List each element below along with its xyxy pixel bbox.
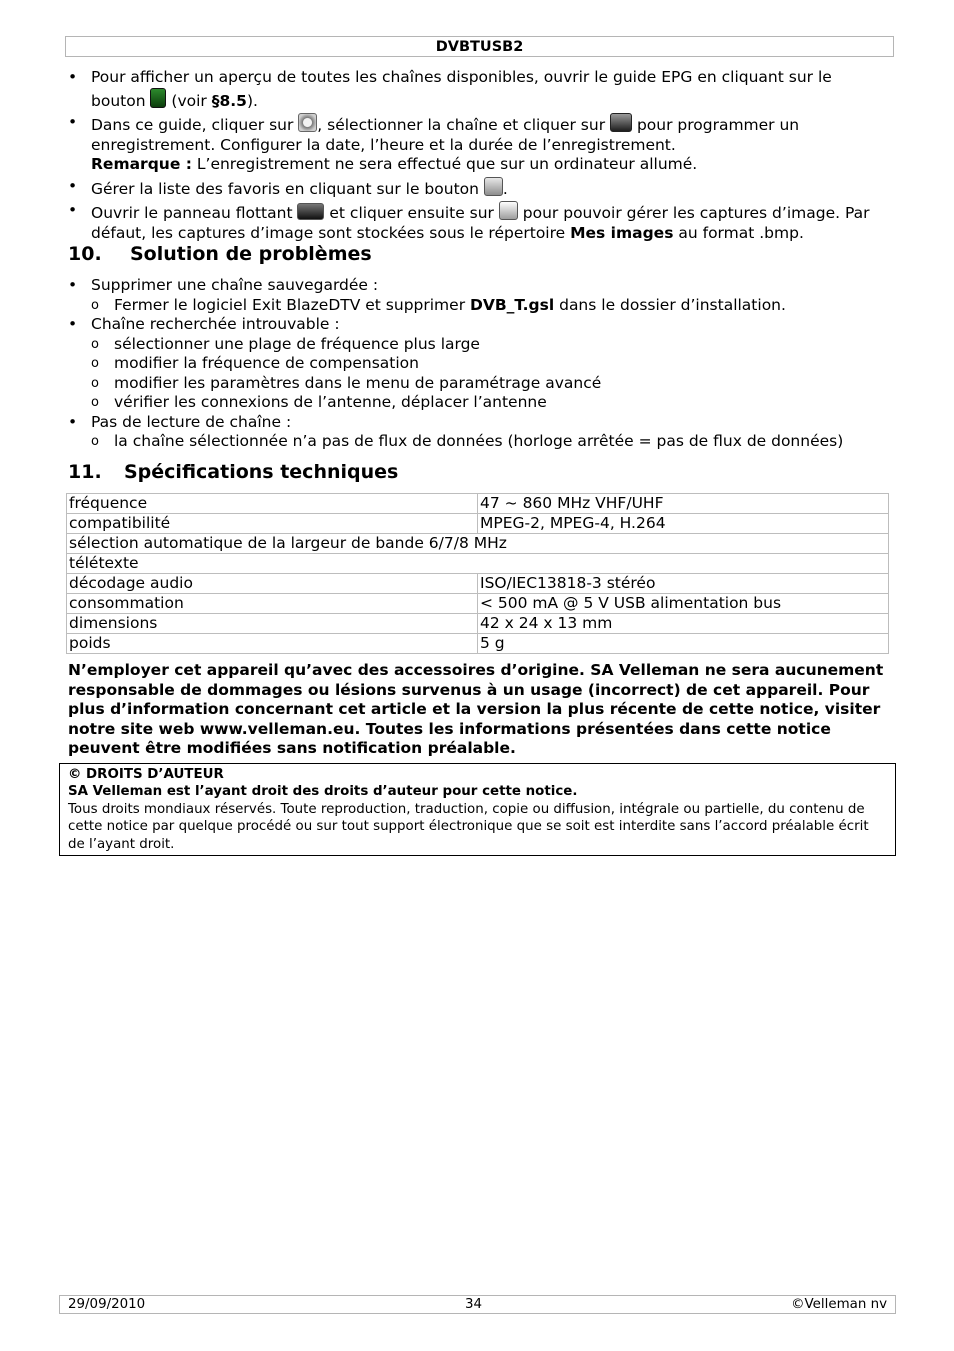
section-title: Solution de problèmes [130, 243, 372, 265]
intro-bullets [68, 68, 890, 243]
table-row [67, 574, 889, 594]
page-number: 34 [465, 1297, 483, 1312]
spec-label: décodage audio [67, 574, 478, 594]
list-item: • Gérer la liste des favoris en cliquant sur le bouton . [68, 176, 508, 198]
table-row [67, 554, 889, 574]
spec-value: 47 ~ 860 MHz VHF/UHF [478, 494, 889, 514]
sub-bullet: o [91, 297, 99, 313]
spec-value: MPEG-2, MPEG-4, H.264 [478, 514, 889, 534]
sub-list-item: o modifier les paramètres dans le menu de paramétrage avancé [91, 373, 602, 392]
sub-bullet: o [91, 375, 99, 391]
spec-full-row: télétexte [67, 554, 889, 574]
section-title: Spécifications techniques [124, 461, 399, 483]
bullet: • [68, 176, 78, 195]
floating-panel-icon [297, 203, 324, 220]
remark-label: Remarque : [91, 155, 192, 173]
document-footer [59, 1295, 896, 1314]
sub-bullet: o [91, 336, 99, 352]
table-row [67, 594, 889, 614]
spec-label: consommation [67, 594, 478, 614]
spec-value: < 500 mA @ 5 V USB alimentation bus [478, 594, 889, 614]
clock-icon [298, 113, 317, 132]
camera-icon [499, 201, 518, 220]
spec-value: ISO/IEC13818-3 stéréo [478, 574, 889, 594]
sub-bullet: o [91, 434, 99, 449]
legal-notice: N’employer cet appareil qu’avec des accessoires d’origine. SA Velleman ne sera aucunement responsable de dommages ou lésions survenus à un usage (incorrect) de cet appareil. Pour plus d’information concernant cet article et la version la plus récente de cette notice, visiter notre site web www.velleman.eu. Toutes les informations présentées dans cette notice peuvent être modifiées sans notification préalable. [68, 661, 884, 758]
sub-list-item: o vérifier les connexions de l’antenne, déplacer l’antenne [91, 393, 547, 411]
list-item: • Pour afficher un aperçu de toutes les chaînes disponibles, ouvrir le guide EPG en cliquant sur le bouton (voir §8.5). [68, 68, 832, 110]
sub-list-item: o la chaîne sélectionnée n’a pas de flux de données (horloge arrêtée = pas de flux de données) [91, 432, 844, 450]
section-number: 10. [68, 243, 102, 265]
list-item: • Ouvrir le panneau flottant et cliquer ensuite sur pour pouvoir gérer les captures d’image. Par défaut, les captures d’image sont stockées sous le répertoire Mes images au format .bmp. [68, 201, 870, 242]
table-row [67, 534, 889, 554]
sub-list-item: o Fermer le logiciel Exit BlazeDTV et supprimer DVB_T.gsl dans le dossier d’installation. [91, 295, 786, 314]
spec-label: fréquence [67, 494, 478, 514]
copyright-box [59, 763, 896, 856]
sub-list-item: o sélectionner une plage de fréquence plus large [91, 334, 480, 353]
sub-bullet: o [91, 395, 99, 410]
list-item: • Pas de lecture de chaîne : o la chaîne sélectionnée n’a pas de flux de données (horloge arrêtée = pas de flux de données) [68, 413, 890, 452]
record-icon [610, 113, 632, 132]
copyright-owner: SA Velleman est l’ayant droit des droits d’auteur pour cette notice. [68, 784, 578, 800]
table-row [67, 494, 889, 514]
bullet: • [68, 68, 78, 86]
folder-name: Mes images [570, 223, 674, 242]
sub-list-item: o modifier la fréquence de compensation [91, 354, 419, 372]
footer-company: ©Velleman nv [791, 1297, 887, 1312]
copyright-text: Tous droits mondiaux réservés. Toute reproduction, traduction, copie ou diffusion, intégrale ou partielle, du contenu de cette notice par quelque procédé ou sur tout support électronique que se soit est interdite sans l’accord préalable écrit de l’ayant droit. [68, 801, 869, 852]
bullet: • [68, 113, 78, 131]
section-heading [68, 242, 372, 266]
table-row [67, 634, 889, 654]
troubleshooting-list [68, 276, 890, 452]
bullet: • [68, 315, 78, 333]
section-number: 11. [68, 461, 102, 483]
bullet: • [68, 276, 78, 294]
spec-full-row: sélection automatique de la largeur de bande 6/7/8 MHz [67, 534, 889, 554]
section-heading [68, 460, 398, 484]
spec-value: 5 g [478, 634, 889, 654]
document-title: DVBTUSB2 [435, 39, 524, 55]
table-row [67, 614, 889, 634]
section-reference: §8.5 [211, 91, 247, 110]
sub-bullet: o [91, 356, 99, 371]
document-header [65, 36, 894, 57]
list-item: • Supprimer une chaîne sauvegardée : o Fermer le logiciel Exit BlazeDTV et supprimer DVB_T.gsl dans le dossier d’installation. [68, 276, 890, 315]
spec-label: compatibilité [67, 514, 478, 534]
specifications-table [66, 493, 889, 654]
footer-date: 29/09/2010 [68, 1297, 146, 1312]
bullet: • [68, 201, 78, 219]
table-row [67, 514, 889, 534]
spec-value: 42 x 24 x 13 mm [478, 614, 889, 634]
epg-button-icon [150, 88, 166, 108]
bullet: • [68, 412, 78, 431]
spec-label: dimensions [67, 614, 478, 634]
favorites-icon [484, 177, 503, 196]
file-name: DVB_T.gsl [470, 295, 555, 314]
spec-label: poids [67, 634, 478, 654]
list-item: • Dans ce guide, cliquer sur , sélectionner la chaîne et cliquer sur pour programmer un enregistrement. Configurer la date, l’heure et la durée de l’enregistrement. Remarque : L’enregistrement ne sera effectué que sur un ordinateur allumé. [68, 113, 800, 173]
copyright-title: © DROITS D’AUTEUR [68, 767, 224, 782]
list-item: • Chaîne recherchée introuvable : o sélectionner une plage de fréquence plus large o modifier la fréquence de compensation o modifier les paramètres dans le menu de paramétrage avancé o vérifier les connexions de l’antenne, déplacer l’antenne [68, 315, 890, 413]
